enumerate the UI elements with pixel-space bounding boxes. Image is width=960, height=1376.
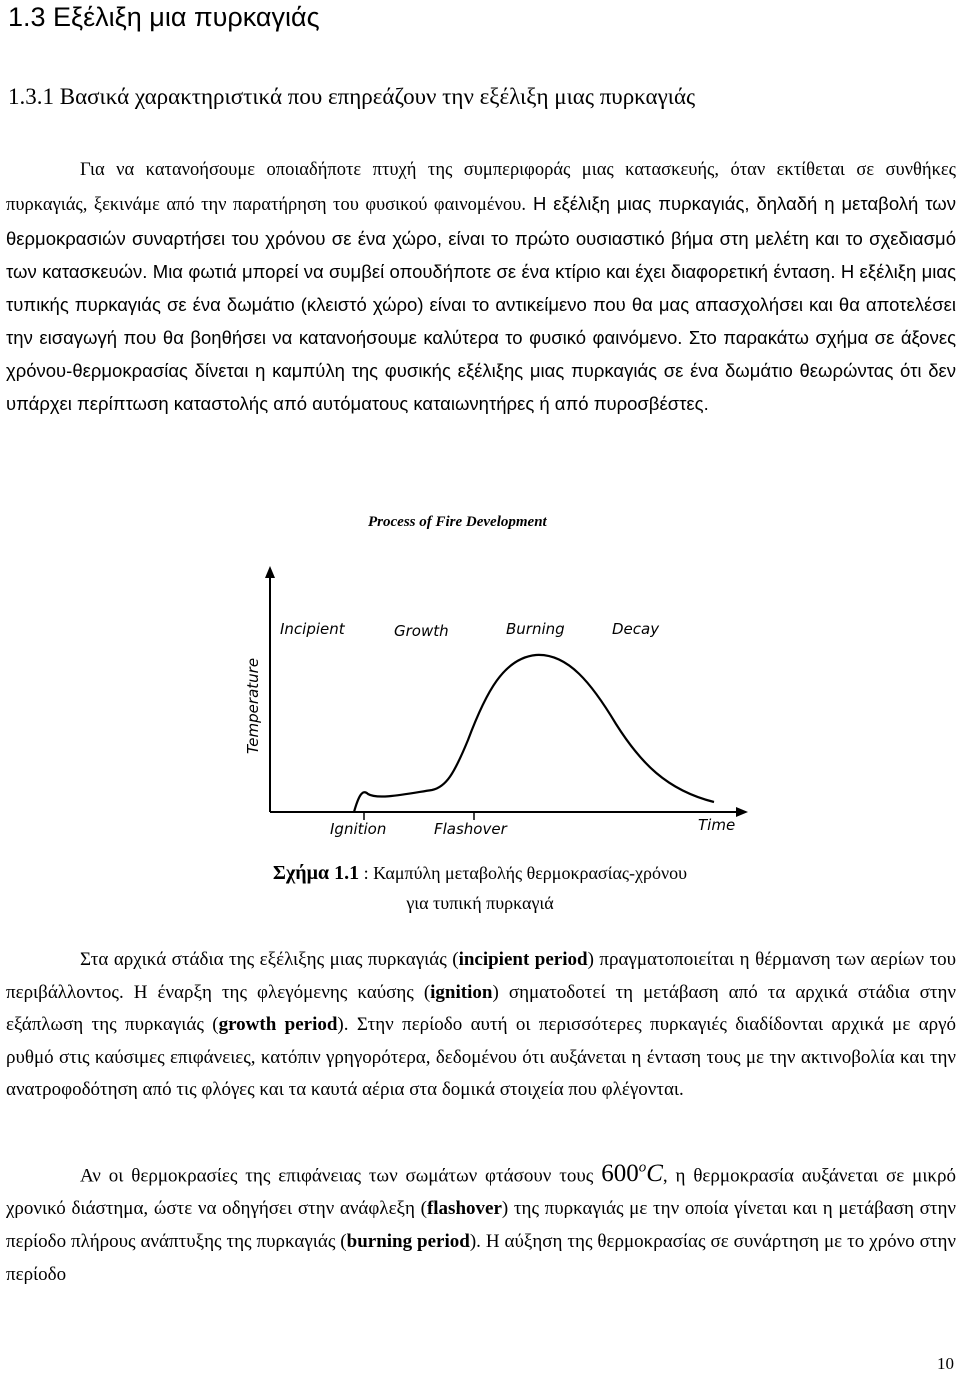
- subsection-title: 1.3.1 Βασικά χαρακτηριστικά που επηρεάζουν την εξέλιξη μιας πυρκαγιάς: [8, 84, 696, 109]
- x-axis-label: Time: [698, 816, 736, 834]
- phase-label-incipient: Incipient: [280, 620, 345, 638]
- temperature-curve: [354, 655, 714, 812]
- y-axis-arrow-icon: [265, 566, 275, 578]
- paragraph-text: ) της πυρκαγιάς με την οποία γίνεται και η μετάβαση στην περίοδο πλήρους ανάπτυξης της πυρκαγιάς (: [6, 1198, 956, 1253]
- x-axis-arrow-icon: [736, 807, 748, 817]
- paragraph-text: ) σηματοδοτεί τη μετάβαση από τα αρχικά στάδια στην εξάπλωση της πυρκαγιάς (: [6, 981, 956, 1035]
- paragraph-text: ). Στην περίοδο αυτή οι περισσότερες πυρκαγιές διαδίδονται αρχικά με αργό ρυθμό στις καύσιμες επιφάνειες, κατόπιν γρηγορότερα, δεδομένου ότι αυξάνεται η ένταση τους με την ακτινοβολία και την ανατροφοδότηση από τις φλόγες και τα καυτά αέρια στα δομικά στοιχεία που φλέγονται.: [6, 1014, 957, 1100]
- y-axis-label: Temperature: [244, 657, 262, 754]
- intro-lead-text: Για να κατανοήσουμε οποιαδήποτε πτυχή της συμπεριφοράς μιας κατασκευής, όταν εκτίθεται σε συνθήκες πυρκαγιάς, ξεκινάμε από την παρατήρηση του φυσικού φαινομένου.: [6, 160, 956, 215]
- term-incipient-period: incipient period: [458, 949, 588, 970]
- term-flashover: flashover: [426, 1198, 502, 1220]
- flashover-label: Flashover: [434, 820, 507, 838]
- phase-label-decay: Decay: [612, 620, 660, 638]
- section-title: 1.3 Εξέλιξη μια πυρκαγιάς: [8, 2, 320, 32]
- paragraph-text: ). Η αύξηση της θερμοκρασίας σε συνάρτηση με το χρόνο στην περίοδο: [6, 1231, 956, 1286]
- temperature-number: 600: [601, 1160, 639, 1188]
- paragraph-text: , η θερμοκρασία αυξάνεται σε μικρό χρονικό διάστημα, ώστε να οδηγήσει στην ανάφλεξη (: [6, 1165, 956, 1220]
- paragraph-text: Στα αρχικά στάδια της εξέλιξης μιας πυρκαγιάς (: [80, 949, 459, 970]
- intro-paragraph: [6, 152, 956, 420]
- term-growth-period: growth period: [218, 1014, 338, 1035]
- temperature-value: [601, 1160, 663, 1187]
- term-burning-period: burning period: [346, 1231, 470, 1253]
- paragraph-text: Αν οι θερμοκρασίες της επιφάνειας των σωμάτων φτάσουν τους: [80, 1165, 602, 1187]
- phase-label-growth: Growth: [394, 622, 449, 640]
- paragraph-text: ) πραγματοποιείται η θέρμανση των αερίων του περιβάλλοντος. Η έναρξη της φλεγόμενης καύσης (: [6, 949, 956, 1003]
- ignition-label: Ignition: [330, 820, 387, 838]
- figure-caption: [200, 858, 760, 918]
- page-number: 10: [937, 1354, 954, 1373]
- figure-caption-label: Σχήμα 1.1: [272, 862, 360, 884]
- figure-caption-text: : Καμπύλη μεταβολής θερμοκρασίας-χρόνου: [359, 863, 688, 883]
- phase-label-burning: Burning: [506, 620, 565, 638]
- intro-body-text: Η εξέλιξη μιας πυρκαγιάς, δηλαδή η μεταβολή των θερμοκρασιών συναρτήσει του χρόνου σε ένα χώρο, είναι το πρώτο ουσιαστικό βήμα στη μελέτη και το σχεδιασμό των κατασκευών. Μια φωτιά μπορεί να συμβεί οπουδήποτε σε ένα κτίριο και έχει διαφορετική ένταση. Η εξέλιξη μιας τυπικής πυρκαγιάς σε ένα δωμάτιο (κλειστό χώρο) είναι το αντικείμενο που θα μας απασχολήσει και θα αποτελέσει την εισαγωγή που θα βοηθήσει να κατανοήσουμε καλύτερα το φυσικό φαινόμενο. Στο παρακάτω σχήμα σε άξονες χρόνου-θερμοκρασίας δίνεται η καμπύλη της φυσικής εξέλιξης μιας πυρκαγιάς σε ένα δωμάτιο θεωρώντας ότι δεν υπάρχει περίπτωση καταστολής από αυτόματους καταιωνητήρες ή από πυροσβέστες.: [6, 193, 956, 414]
- figure-title: Process of Fire Development: [368, 514, 547, 530]
- figure-caption-line2: για τυπική πυρκαγιά: [406, 893, 554, 913]
- temperature-unit: C: [646, 1160, 663, 1188]
- fire-development-chart: [236, 562, 756, 842]
- degree-sign: o: [638, 1160, 647, 1176]
- paragraph-incipient: [6, 944, 956, 1107]
- paragraph-flashover: [6, 1152, 956, 1291]
- term-ignition: ignition: [430, 981, 493, 1003]
